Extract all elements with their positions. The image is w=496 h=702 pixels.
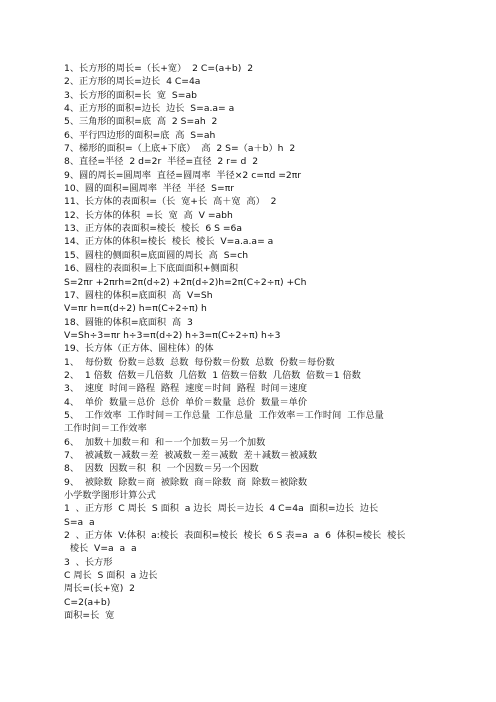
text-line: 8、 因数 因数＝积 积 一个因数＝另一个因数 (64, 463, 259, 475)
text-line: 4、 单价 数量＝总价 总价 单价＝数量 总价 数量＝单价 (64, 396, 308, 408)
text-line: C 周长 S 面积 a 边长 (64, 570, 158, 582)
text-line: 3、长方形的面积=长 宽 S=ab (64, 89, 197, 101)
text-line: 12、长方体的体积 =长 宽 高 V =abh (64, 209, 233, 221)
text-line: 3 、长方形 (64, 556, 113, 568)
text-line: 9、圆的周长=圆周率 直径=圆周率 半径×2 c=πd =2πr (64, 169, 302, 181)
text-line: 10、圆的面积=圆周率 半径 半径 S=πr (64, 183, 234, 195)
text-line: 2、 1 倍数 倍数＝几倍数 几倍数 1 倍数＝倍数 几倍数 倍数＝1 倍数 (64, 369, 361, 381)
text-line: 工作时间＝工作效率 (64, 423, 147, 435)
text-line: 7、 被减数－减数＝差 被减数－差＝减数 差＋减数＝被减数 (64, 449, 318, 461)
text-line: 1、长方形的周长=（长+宽） 2 C=(a+b) 2 (64, 63, 254, 74)
text-line: 6、 加数＋加数＝和 和－一个加数＝另一个加数 (64, 436, 266, 448)
text-line: S=2πr +2πrh=2π(d÷2) +2π(d÷2)h=2π(C÷2÷π) +Ch (64, 276, 307, 288)
text-line: 6、平行四边形的面积=底 高 S=ah (64, 129, 216, 141)
text-line: 5、 工作效率 工作时间＝工作总量 工作总量 工作效率＝工作时间 工作总量 (64, 409, 384, 421)
text-line: 4、正方形的面积=边长 边长 S=a.a= a (64, 103, 235, 115)
text-line: 周长=(长+宽) 2 (64, 583, 136, 595)
text-line: 面积=长 宽 (64, 610, 115, 622)
text-line: 13、正方体的表面积=棱长 棱长 6 S =6a (64, 223, 243, 235)
text-line: 19、长方体（正方体、圆柱体）的体 (64, 343, 214, 355)
text-line: 11、长方体的表面积=（长 宽+长 高＋宽 高） 2 (64, 196, 277, 208)
text-line: 5、三角形的面积=底 高 2 S=ah 2 (64, 116, 218, 128)
section-heading: 小学数学图形计算公式 (64, 490, 156, 501)
text-line: 3、 速度 时间＝路程 路程 速度＝时间 路程 时间＝速度 (64, 383, 308, 395)
text-line: 8、直径=半径 2 d=2r 半径=直径 2 r= d 2 (64, 156, 259, 168)
text-line: 2、正方形的周长=边长 4 C=4a (64, 76, 201, 88)
text-line: 1、 每份数 份数＝总数 总数 每份数＝份数 总数 份数＝每份数 (64, 356, 335, 368)
text-line: S=a a (64, 516, 95, 528)
text-line: 棱长 V=a a a (64, 543, 137, 555)
formula-text-block (64, 62, 484, 622)
text-line: 14、正方体的体积=棱长 棱长 棱长 V=a.a.a= a (64, 236, 274, 248)
text-line: 7、梯形的面积=（上底+下底） 高 2 S=（a＋b）h 2 (64, 143, 296, 155)
text-line: V=Sh÷3=πr h÷3=π(d÷2) h÷3=π(C÷2÷π) h÷3 (64, 329, 281, 341)
text-line: 16、圆柱的表面积=上下底面面积+侧面积 (64, 263, 239, 275)
text-line: 1 、正方形 C 周长 S 面积 a 边长 周长＝边长 4 C=4a 面积=边长 边长 (64, 503, 379, 515)
text-line: C=2(a+b) (64, 596, 111, 608)
text-line: 2 、正方体 V:体积 a:棱长 表面积=棱长 棱长 6 S 表=a a 6 体积=棱长 棱长 (64, 530, 406, 542)
text-line: 9、 被除数 除数＝商 被除数 商＝除数 商 除数＝被除数 (64, 476, 308, 488)
text-line: 15、圆柱的侧面积=底面圆的周长 高 S=ch (64, 249, 249, 261)
text-line: 18、圆锥的体积=底面积 高 3 (64, 316, 193, 328)
text-line: V=πr h=π(d÷2) h=π(C÷2÷π) h (64, 303, 207, 315)
text-line: 17、圆柱的体积=底面积 高 V=Sh (64, 289, 213, 301)
